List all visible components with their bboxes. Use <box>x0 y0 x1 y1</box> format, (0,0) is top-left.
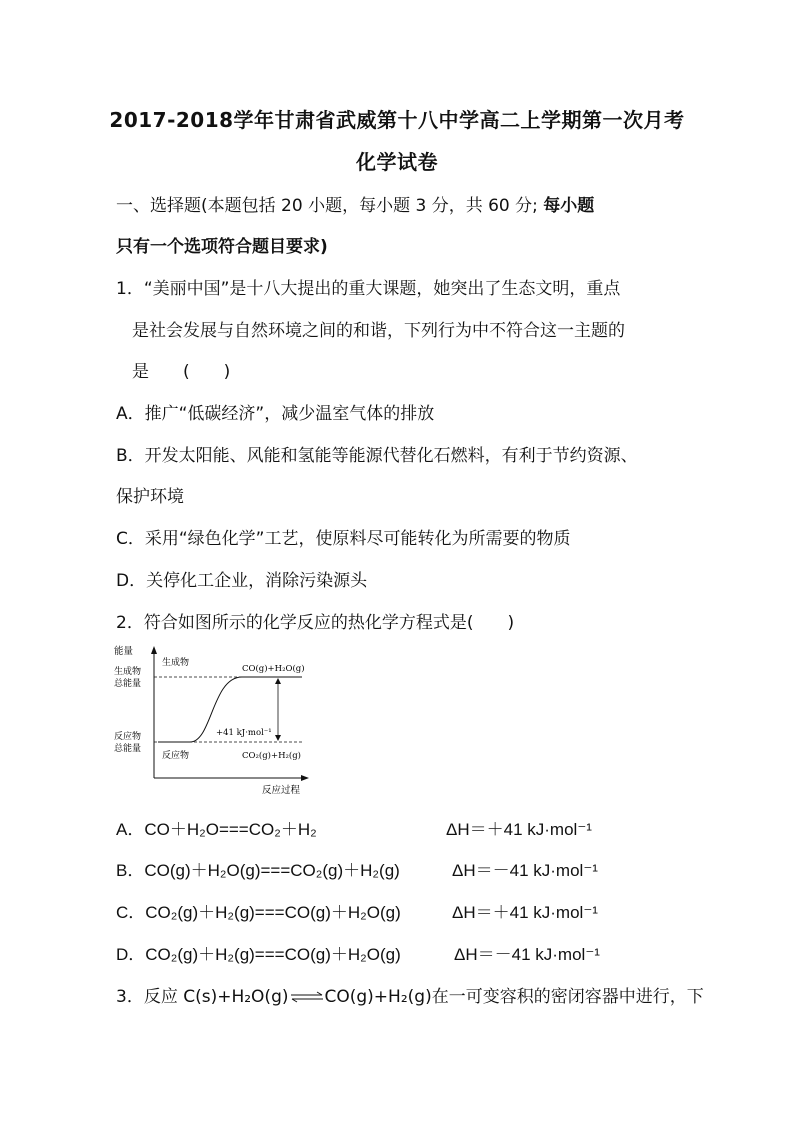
reactant-level-label-2: 总能量 <box>114 744 142 754</box>
q1-option-b-line2: 保护环境 <box>116 487 184 507</box>
reactant-formula-label: CO₂(g)+H₂(g) <box>242 751 301 761</box>
q3-stem-part2: CO(g)+H₂(g)在一可变容积的密闭容器中进行，下 <box>324 987 704 1007</box>
delta-h-arrow-up <box>275 678 281 684</box>
reversible-arrow-icon <box>289 990 325 1004</box>
x-axis-label: 反应过程 <box>262 785 301 796</box>
q2-option-b-label: B． <box>116 861 145 880</box>
y-axis-label: 能量 <box>114 646 134 657</box>
q1-option-b-line1: B．开发太阳能、风能和氢能等能源代替化石燃料，有利于节约资源、 <box>116 446 638 466</box>
q1-stem-line2: 是社会发展与自然环境之间的和谐，下列行为中不符合这一主题的 <box>132 321 625 341</box>
q2-option-d-equation: CO₂(g)＋H₂(g)===CO(g)＋H₂O(g) <box>145 945 401 964</box>
y-axis-arrow <box>151 646 157 654</box>
q3-stem-line1 <box>116 982 704 1007</box>
exam-title-line1: 2017-2018学年甘肃省武威第十八中学高二上学期第一次月考 <box>109 108 685 132</box>
product-formula-label: CO(g)+H₂O(g) <box>242 664 305 674</box>
product-level-label-2: 总能量 <box>114 679 142 689</box>
product-level-label-1: 生成物 <box>114 667 142 677</box>
q2-option-d-label: D． <box>116 945 146 964</box>
q2-option-c <box>116 898 401 923</box>
q2-stem: 2．符合如图所示的化学反应的热化学方程式是( ) <box>116 613 515 633</box>
energy-diagram <box>112 640 312 800</box>
reactant-level-label-1: 反应物 <box>114 732 142 742</box>
q3-stem-part1: 3．反应 C(s)+H₂O(g) <box>116 987 289 1007</box>
reactant-region-label: 反应物 <box>162 751 190 761</box>
q1-option-c: C．采用“绿色化学”工艺，使原料尽可能转化为所需要的物质 <box>116 529 571 549</box>
q2-option-c-equation: CO₂(g)＋H₂(g)===CO(g)＋H₂O(g) <box>145 903 401 922</box>
q1-stem-line1: 1．“美丽中国”是十八大提出的重大课题，她突出了生态文明，重点 <box>116 279 621 299</box>
q2-option-b <box>116 856 400 881</box>
q2-option-a-delta-h: ΔH＝＋41 kJ·mol⁻¹ <box>446 820 592 839</box>
x-axis-arrow <box>301 775 309 781</box>
q2-option-d-delta-h: ΔH＝－41 kJ·mol⁻¹ <box>454 945 600 964</box>
section-heading <box>116 191 594 216</box>
section-heading-part2: 每小题 <box>543 196 595 216</box>
section-heading-line2: 只有一个选项符合题目要求) <box>116 237 328 257</box>
q1-option-d: D．关停化工企业，消除污染源头 <box>116 571 368 591</box>
q2-option-c-label: C． <box>116 903 146 922</box>
q2-option-c-delta-h: ΔH＝＋41 kJ·mol⁻¹ <box>452 903 598 922</box>
product-region-label: 生成物 <box>162 658 190 668</box>
q2-option-a-label: A． <box>116 820 145 839</box>
delta-h-arrow-down <box>275 735 281 741</box>
q2-option-a <box>116 815 317 840</box>
q2-option-d <box>116 940 401 965</box>
q2-option-a-equation: CO＋H₂O===CO₂＋H₂ <box>144 820 317 839</box>
q1-stem-line3: 是 ( ) <box>132 362 231 382</box>
q1-option-a: A．推广“低碳经济”，减少温室气体的排放 <box>116 404 435 424</box>
energy-change-label: +41 kJ·mol⁻¹ <box>216 728 272 738</box>
q2-option-b-equation: CO(g)＋H₂O(g)===CO₂(g)＋H₂(g) <box>144 861 400 880</box>
q2-option-b-delta-h: ΔH＝－41 kJ·mol⁻¹ <box>452 861 598 880</box>
exam-title-line2: 化学试卷 <box>356 150 438 174</box>
section-heading-part1: 一、选择题(本题包括 20 小题，每小题 3 分，共 60 分; <box>116 196 538 216</box>
